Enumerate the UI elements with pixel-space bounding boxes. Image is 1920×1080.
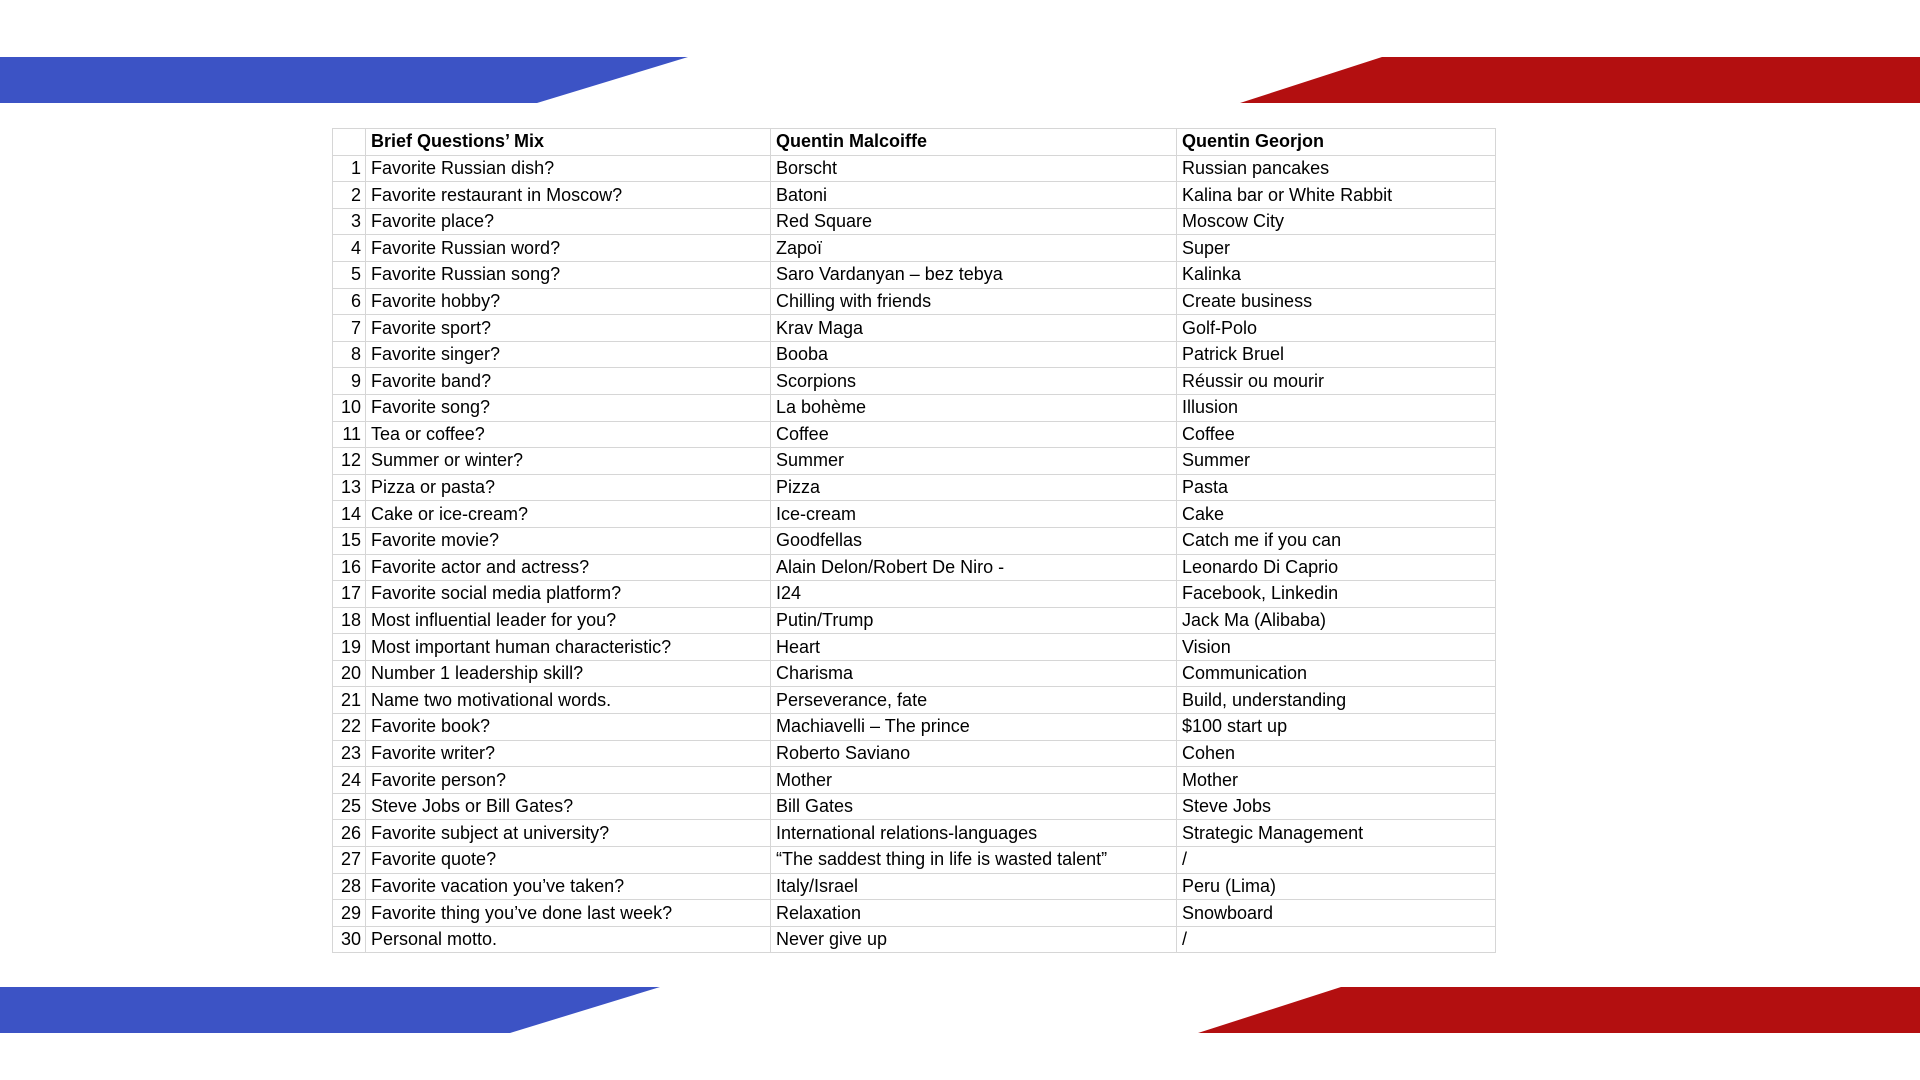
malcoiffe-answer-cell: Machiavelli – The prince	[771, 714, 1177, 741]
table-row	[333, 288, 1496, 315]
malcoiffe-answer-cell: Summer	[771, 448, 1177, 475]
malcoiffe-answer-cell: Ice-cream	[771, 501, 1177, 528]
table-row	[333, 182, 1496, 209]
questions-table-container	[332, 128, 1495, 953]
georjon-answer-cell: Peru (Lima)	[1177, 873, 1496, 900]
malcoiffe-answer-cell: Italy/Israel	[771, 873, 1177, 900]
malcoiffe-answer-cell: Heart	[771, 634, 1177, 661]
question-cell: Favorite sport?	[366, 315, 771, 342]
table-row	[333, 261, 1496, 288]
malcoiffe-answer-cell: Booba	[771, 341, 1177, 368]
georjon-answer-cell: Jack Ma (Alibaba)	[1177, 607, 1496, 634]
row-number-cell: 9	[333, 368, 366, 395]
malcoiffe-answer-cell: Red Square	[771, 208, 1177, 235]
georjon-answer-cell: Golf-Polo	[1177, 315, 1496, 342]
row-number-cell: 11	[333, 421, 366, 448]
row-number-cell: 8	[333, 341, 366, 368]
table-row	[333, 527, 1496, 554]
georjon-answer-cell: Strategic Management	[1177, 820, 1496, 847]
georjon-answer-cell: Create business	[1177, 288, 1496, 315]
question-cell: Favorite book?	[366, 714, 771, 741]
georjon-answer-cell: Pasta	[1177, 474, 1496, 501]
malcoiffe-answer-cell: Krav Maga	[771, 315, 1177, 342]
table-row	[333, 394, 1496, 421]
table-row	[333, 474, 1496, 501]
georjon-answer-cell: Snowboard	[1177, 900, 1496, 927]
georjon-answer-cell: /	[1177, 926, 1496, 953]
malcoiffe-answer-cell: Never give up	[771, 926, 1177, 953]
malcoiffe-answer-cell: Goodfellas	[771, 527, 1177, 554]
row-number-cell: 19	[333, 634, 366, 661]
table-row	[333, 554, 1496, 581]
question-cell: Number 1 leadership skill?	[366, 660, 771, 687]
georjon-answer-cell: Illusion	[1177, 394, 1496, 421]
table-row	[333, 634, 1496, 661]
table-row	[333, 341, 1496, 368]
row-number-cell: 18	[333, 607, 366, 634]
georjon-answer-cell: Réussir ou mourir	[1177, 368, 1496, 395]
question-cell: Personal motto.	[366, 926, 771, 953]
question-cell: Favorite vacation you’ve taken?	[366, 873, 771, 900]
malcoiffe-answer-cell: I24	[771, 581, 1177, 608]
question-cell: Favorite actor and actress?	[366, 554, 771, 581]
question-cell: Favorite hobby?	[366, 288, 771, 315]
table-row	[333, 581, 1496, 608]
question-cell: Favorite thing you’ve done last week?	[366, 900, 771, 927]
table-row	[333, 208, 1496, 235]
question-cell: Pizza or pasta?	[366, 474, 771, 501]
header-quentin-georjon: Quentin Georjon	[1177, 129, 1496, 156]
header-quentin-malcoiffe: Quentin Malcoiffe	[771, 129, 1177, 156]
georjon-answer-cell: Moscow City	[1177, 208, 1496, 235]
malcoiffe-answer-cell: Relaxation	[771, 900, 1177, 927]
georjon-answer-cell: Facebook, Linkedin	[1177, 581, 1496, 608]
georjon-answer-cell: $100 start up	[1177, 714, 1496, 741]
table-row	[333, 315, 1496, 342]
malcoiffe-answer-cell: Chilling with friends	[771, 288, 1177, 315]
table-row	[333, 687, 1496, 714]
table-row	[333, 501, 1496, 528]
georjon-answer-cell: Super	[1177, 235, 1496, 262]
question-cell: Most important human characteristic?	[366, 634, 771, 661]
row-number-cell: 12	[333, 448, 366, 475]
malcoiffe-answer-cell: Saro Vardanyan – bez tebya	[771, 261, 1177, 288]
georjon-answer-cell: Kalina bar or White Rabbit	[1177, 182, 1496, 209]
question-cell: Tea or coffee?	[366, 421, 771, 448]
table-row	[333, 767, 1496, 794]
question-cell: Name two motivational words.	[366, 687, 771, 714]
row-number-cell: 23	[333, 740, 366, 767]
questions-table	[332, 128, 1496, 953]
malcoiffe-answer-cell: Perseverance, fate	[771, 687, 1177, 714]
malcoiffe-answer-cell: Mother	[771, 767, 1177, 794]
malcoiffe-answer-cell: La bohème	[771, 394, 1177, 421]
table-row	[333, 820, 1496, 847]
malcoiffe-answer-cell: Putin/Trump	[771, 607, 1177, 634]
question-cell: Favorite place?	[366, 208, 771, 235]
georjon-answer-cell: Kalinka	[1177, 261, 1496, 288]
malcoiffe-answer-cell: Coffee	[771, 421, 1177, 448]
row-number-cell: 26	[333, 820, 366, 847]
question-cell: Cake or ice-cream?	[366, 501, 771, 528]
malcoiffe-answer-cell: Batoni	[771, 182, 1177, 209]
question-cell: Favorite Russian word?	[366, 235, 771, 262]
malcoiffe-answer-cell: Zapoï	[771, 235, 1177, 262]
table-row	[333, 155, 1496, 182]
question-cell: Favorite subject at university?	[366, 820, 771, 847]
row-number-cell: 29	[333, 900, 366, 927]
question-cell: Favorite movie?	[366, 527, 771, 554]
malcoiffe-answer-cell: Alain Delon/Robert De Niro -	[771, 554, 1177, 581]
row-number-cell: 14	[333, 501, 366, 528]
georjon-answer-cell: Steve Jobs	[1177, 793, 1496, 820]
georjon-answer-cell: Leonardo Di Caprio	[1177, 554, 1496, 581]
table-row	[333, 793, 1496, 820]
malcoiffe-answer-cell: International relations-languages	[771, 820, 1177, 847]
row-number-cell: 25	[333, 793, 366, 820]
question-cell: Favorite writer?	[366, 740, 771, 767]
table-header	[333, 129, 1496, 156]
row-number-cell: 16	[333, 554, 366, 581]
row-number-cell: 2	[333, 182, 366, 209]
georjon-answer-cell: Russian pancakes	[1177, 155, 1496, 182]
malcoiffe-answer-cell: Roberto Saviano	[771, 740, 1177, 767]
row-number-cell: 24	[333, 767, 366, 794]
table-row	[333, 740, 1496, 767]
row-number-cell: 28	[333, 873, 366, 900]
row-number-cell: 7	[333, 315, 366, 342]
table-row	[333, 714, 1496, 741]
table-row	[333, 926, 1496, 953]
table-row	[333, 900, 1496, 927]
bottom-left-blue-ribbon	[0, 987, 660, 1033]
row-number-cell: 1	[333, 155, 366, 182]
question-cell: Favorite person?	[366, 767, 771, 794]
question-cell: Favorite singer?	[366, 341, 771, 368]
header-questions-mix: Brief Questions’ Mix	[366, 129, 771, 156]
malcoiffe-answer-cell: “The saddest thing in life is wasted talent”	[771, 847, 1177, 874]
georjon-answer-cell: /	[1177, 847, 1496, 874]
georjon-answer-cell: Coffee	[1177, 421, 1496, 448]
questions-table-body	[333, 155, 1496, 953]
row-number-cell: 22	[333, 714, 366, 741]
row-number-cell: 17	[333, 581, 366, 608]
question-cell: Most influential leader for you?	[366, 607, 771, 634]
row-number-cell: 3	[333, 208, 366, 235]
malcoiffe-answer-cell: Bill Gates	[771, 793, 1177, 820]
row-number-cell: 15	[333, 527, 366, 554]
table-row	[333, 421, 1496, 448]
question-cell: Favorite quote?	[366, 847, 771, 874]
malcoiffe-answer-cell: Scorpions	[771, 368, 1177, 395]
georjon-answer-cell: Vision	[1177, 634, 1496, 661]
georjon-answer-cell: Patrick Bruel	[1177, 341, 1496, 368]
row-number-cell: 30	[333, 926, 366, 953]
table-row	[333, 607, 1496, 634]
table-row	[333, 235, 1496, 262]
question-cell: Summer or winter?	[366, 448, 771, 475]
georjon-answer-cell: Summer	[1177, 448, 1496, 475]
georjon-answer-cell: Catch me if you can	[1177, 527, 1496, 554]
question-cell: Favorite song?	[366, 394, 771, 421]
row-number-cell: 13	[333, 474, 366, 501]
georjon-answer-cell: Communication	[1177, 660, 1496, 687]
header-corner-cell	[333, 129, 366, 156]
row-number-cell: 27	[333, 847, 366, 874]
georjon-answer-cell: Cohen	[1177, 740, 1496, 767]
row-number-cell: 6	[333, 288, 366, 315]
row-number-cell: 4	[333, 235, 366, 262]
top-left-blue-ribbon	[0, 57, 688, 103]
table-row	[333, 368, 1496, 395]
question-cell: Favorite social media platform?	[366, 581, 771, 608]
georjon-answer-cell: Cake	[1177, 501, 1496, 528]
table-row	[333, 873, 1496, 900]
row-number-cell: 10	[333, 394, 366, 421]
question-cell: Steve Jobs or Bill Gates?	[366, 793, 771, 820]
table-row	[333, 448, 1496, 475]
georjon-answer-cell: Build, understanding	[1177, 687, 1496, 714]
top-right-red-ribbon	[1240, 57, 1920, 103]
row-number-cell: 5	[333, 261, 366, 288]
bottom-right-red-ribbon	[1198, 987, 1920, 1033]
malcoiffe-answer-cell: Borscht	[771, 155, 1177, 182]
question-cell: Favorite restaurant in Moscow?	[366, 182, 771, 209]
question-cell: Favorite band?	[366, 368, 771, 395]
georjon-answer-cell: Mother	[1177, 767, 1496, 794]
table-row	[333, 847, 1496, 874]
row-number-cell: 20	[333, 660, 366, 687]
table-header-row	[333, 129, 1496, 156]
question-cell: Favorite Russian dish?	[366, 155, 771, 182]
malcoiffe-answer-cell: Pizza	[771, 474, 1177, 501]
question-cell: Favorite Russian song?	[366, 261, 771, 288]
table-row	[333, 660, 1496, 687]
row-number-cell: 21	[333, 687, 366, 714]
malcoiffe-answer-cell: Charisma	[771, 660, 1177, 687]
